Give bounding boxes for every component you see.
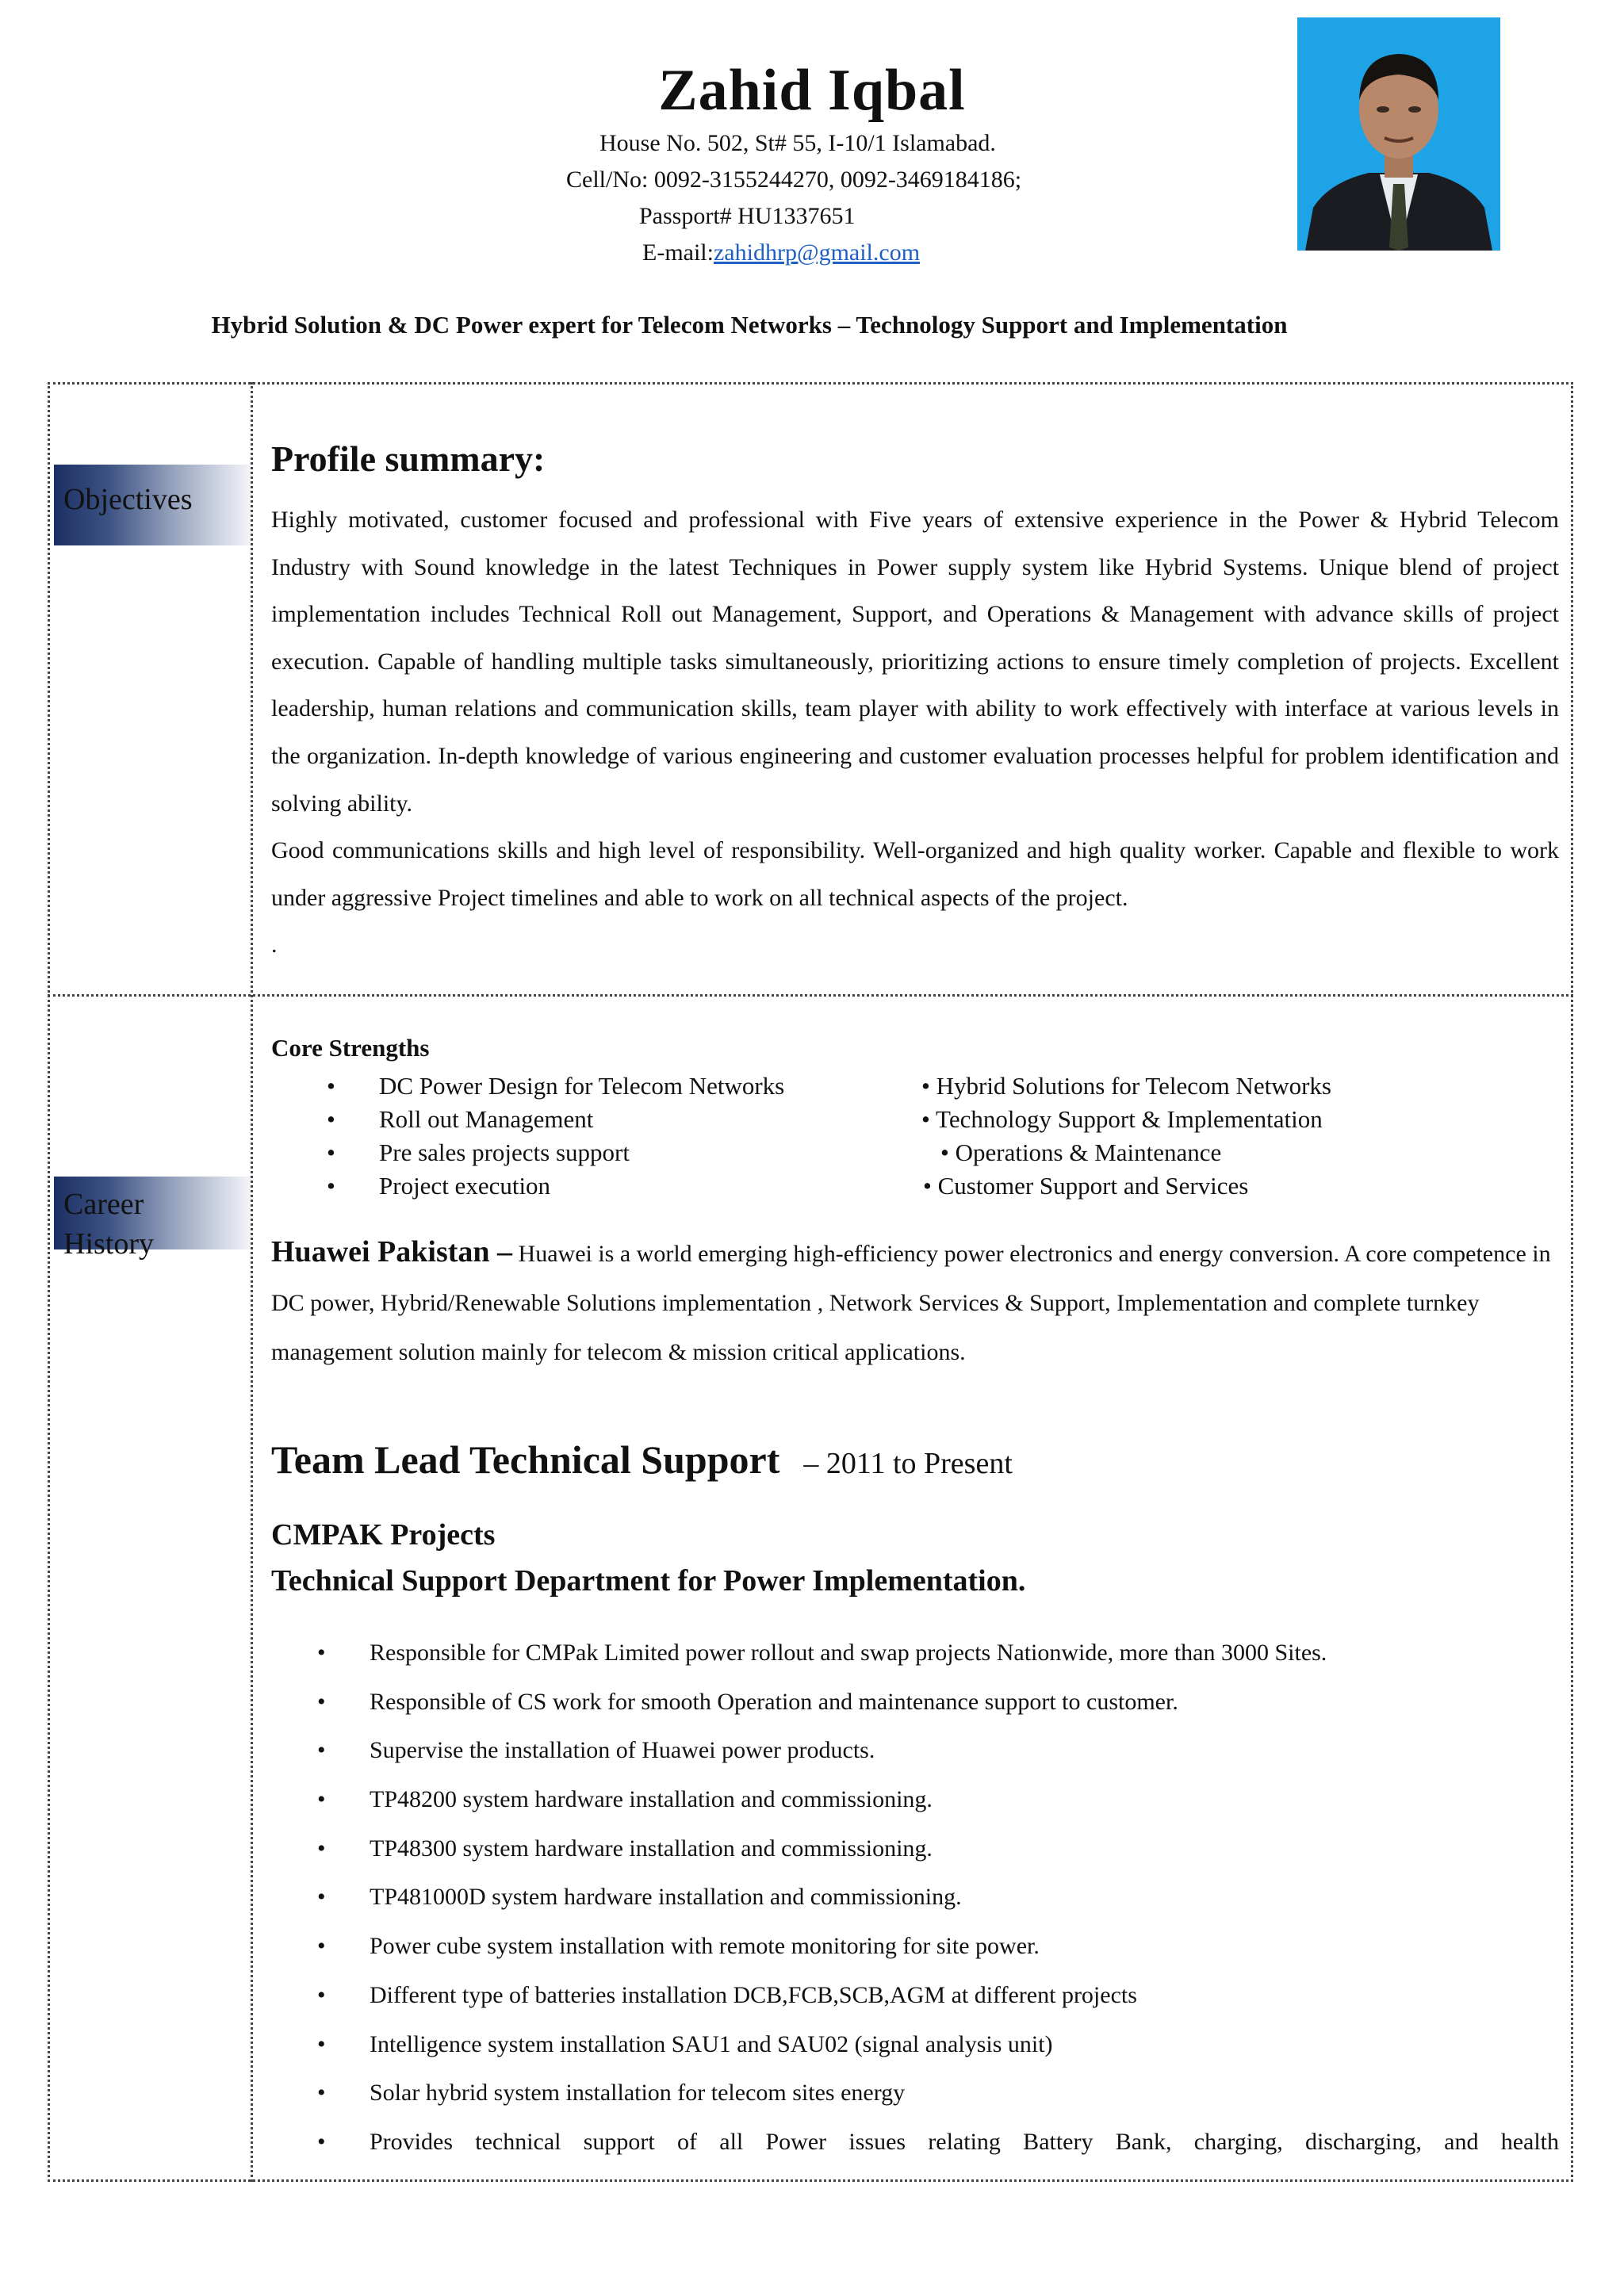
project-name: CMPAK Projects xyxy=(271,1518,496,1552)
job-title-text: Team Lead Technical Support xyxy=(271,1437,780,1482)
duty-text: Responsible for CMPak Limited power rollout and swap projects Nationwide, more than 3000 Sites. xyxy=(370,1640,1327,1666)
profile-trailing: . xyxy=(271,932,278,959)
professional-headline: Hybrid Solution & DC Power expert for Telecom Networks – Technology Support and Implementation xyxy=(211,311,1288,339)
duty-text: TP48300 system hardware installation and commissioning. xyxy=(370,1835,933,1862)
duty-text: TP48200 system hardware installation and commissioning. xyxy=(370,1786,933,1813)
duty-text: Solar hybrid system installation for telecom sites energy xyxy=(370,2080,906,2107)
list-item xyxy=(317,1689,1559,1738)
profile-paragraph-1: Highly motivated, customer focused and professional with Five years of extensive experience in the Power & Hybrid Telecom Industry with Sound knowledge in the latest Techniques in Power supply system like Hybrid Systems. Unique blend of project implementation includes Technical Roll out Management, Support, and Operations & Management with advance skills of project execution. Capable of handling multiple tasks simultaneously, prioritizing actions to ensure timely completion of projects. Excellent leadership, human relations and communication skills, team player with ability to work effectively with interface at various levels in the organization. In-depth knowledge of various engineering and customer evaluation processes helpful for problem identification and solving ability. xyxy=(271,507,1559,817)
bullet-icon: • xyxy=(317,1640,326,1666)
profile-summary-text xyxy=(271,496,1559,969)
strength-right-item: • Operations & Maintenance xyxy=(940,1138,1222,1166)
strength-text: Project execution xyxy=(379,1172,551,1200)
email-line xyxy=(642,239,920,266)
strength-right-item: • Technology Support & Implementation xyxy=(921,1105,1323,1133)
bullet-icon: • xyxy=(317,1933,326,1960)
email-label: E-mail: xyxy=(642,239,714,266)
strength-text: DC Power Design for Telecom Networks xyxy=(379,1072,785,1100)
email-link[interactable]: zahidhrp@gmail.com xyxy=(713,239,921,266)
bullet-icon: • xyxy=(317,2080,326,2107)
profile-paragraph-2: Good communications skills and high level of responsibility. Well-organized and high quality worker. Capable and flexible to work under aggressive Project timelines and able to work on all technical aspects of the project. xyxy=(271,837,1559,911)
company-description xyxy=(271,1227,1559,1377)
bullet-icon: • xyxy=(317,1884,326,1911)
list-item xyxy=(317,1640,1559,1689)
core-strengths-title: Core Strengths xyxy=(271,1034,430,1062)
list-item xyxy=(317,2031,1559,2080)
list-item xyxy=(317,1737,1559,1786)
duty-text: TP481000D system hardware installation and commissioning. xyxy=(370,1884,962,1911)
row-divider xyxy=(48,994,1573,997)
career-label-line1: Career xyxy=(63,1188,144,1221)
strength-text: Pre sales projects support xyxy=(379,1138,630,1166)
address: House No. 502, St# 55, I-10/1 Islamabad. xyxy=(599,130,996,156)
bullet-icon: • xyxy=(317,1981,326,2008)
duties-list xyxy=(317,1640,1559,2178)
list-item xyxy=(317,2080,1559,2129)
bullet-icon: • xyxy=(317,1688,326,1715)
career-history-label xyxy=(54,1177,251,1261)
job-period: – 2011 to Present xyxy=(803,1447,1013,1480)
duty-text: Intelligence system installation SAU1 and SAU02 (signal analysis unit) xyxy=(370,2030,1053,2057)
objectives-label xyxy=(54,465,251,545)
passport-number: Passport# HU1337651 xyxy=(639,203,856,229)
list-item xyxy=(317,1884,1559,1933)
strength-right-item: • Customer Support and Services xyxy=(923,1172,1249,1200)
list-item xyxy=(317,1835,1559,1885)
duty-text: Power cube system installation with remote monitoring for site power. xyxy=(370,1933,1040,1960)
company-desc-text: Huawei is a world emerging high-efficiency power electronics and energy conversion. A core competence in DC power, Hybrid/Renewable Solutions implementation , Network Services & Support, Implementation and complete turnkey management solution mainly for telecom & mission critical applications. xyxy=(271,1241,1551,1365)
career-label-line2: History xyxy=(63,1227,154,1261)
list-item xyxy=(317,2129,1559,2178)
bullet-icon: • xyxy=(327,1138,335,1166)
cell-numbers: Cell/No: 0092-3155244270, 0092-3469184186; xyxy=(566,166,1022,193)
list-item xyxy=(317,1982,1559,2031)
profile-summary-title: Profile summary: xyxy=(271,438,546,479)
job-title xyxy=(271,1437,1013,1483)
strength-right-item: • Hybrid Solutions for Telecom Networks xyxy=(921,1072,1331,1100)
duty-text: Responsible of CS work for smooth Operation and maintenance support to customer. xyxy=(370,1688,1178,1715)
bullet-icon: • xyxy=(317,1737,326,1764)
bullet-icon: • xyxy=(317,2128,326,2155)
list-item xyxy=(317,1933,1559,1982)
bullet-icon: • xyxy=(327,1172,335,1200)
duty-text: Provides technical support of all Power issues relating Battery Bank, charging, discharging, and health xyxy=(370,2128,1559,2155)
bullet-icon: • xyxy=(317,2030,326,2057)
company-name: Huawei Pakistan – xyxy=(271,1235,513,1269)
column-divider xyxy=(251,382,253,2182)
bullet-icon: • xyxy=(327,1072,335,1100)
bullet-icon: • xyxy=(327,1105,335,1133)
bullet-icon: • xyxy=(317,1835,326,1862)
duty-text: Supervise the installation of Huawei power products. xyxy=(370,1737,875,1764)
duty-text: Different type of batteries installation DCB,FCB,SCB,AGM at different projects xyxy=(370,1981,1137,2008)
objectives-label-text: Objectives xyxy=(63,483,193,516)
department-name: Technical Support Department for Power Implementation. xyxy=(271,1564,1026,1598)
candidate-name: Zahid Iqbal xyxy=(658,58,966,123)
list-item xyxy=(317,1786,1559,1835)
profile-photo xyxy=(1297,17,1500,251)
bullet-icon: • xyxy=(317,1786,326,1813)
strength-text: Roll out Management xyxy=(379,1105,594,1133)
person-portrait-icon xyxy=(1297,17,1500,251)
